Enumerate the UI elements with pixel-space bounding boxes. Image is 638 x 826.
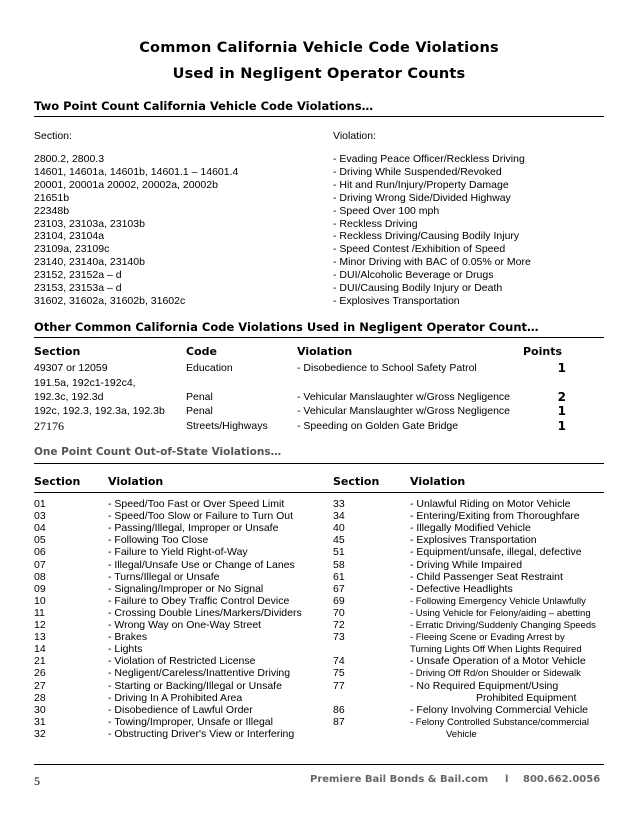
one-point-left-section-cell: 28: [34, 691, 46, 704]
page-title-line-1: Common California Vehicle Code Violations: [139, 40, 499, 56]
one-point-right-violation-cell: Prohibited Equipment: [476, 691, 577, 704]
one-point-right-violation-cell: Vehicle: [446, 728, 477, 740]
other-code-cell: Education: [186, 362, 233, 374]
one-point-left-violation-cell: - Violation of Restricted License: [108, 655, 256, 668]
one-point-left-section-cell: 04: [34, 522, 46, 535]
other-violation-cell: - Vehicular Manslaughter w/Gross Negligence: [297, 391, 511, 403]
one-point-right-section-cell: 75: [333, 667, 345, 680]
one-point-section-header-left: Section: [34, 475, 81, 488]
divider: [34, 337, 604, 338]
page-number: 5: [34, 774, 40, 788]
two-point-violation-cell: - DUI/Causing Bodily Injury or Death: [333, 282, 503, 294]
one-point-left-section-cell: 06: [34, 546, 46, 559]
one-point-left-violation-cell: - Speed/Too Fast or Over Speed Limit: [108, 498, 285, 510]
one-point-right-section-cell: 58: [333, 558, 345, 571]
one-point-left-section-cell: 05: [34, 534, 46, 547]
one-point-left-violation-cell: - Driving In A Prohibited Area: [108, 691, 243, 704]
one-point-right-violation-cell: - Felony Controlled Substance/commercial: [410, 716, 589, 728]
two-point-section-cell: 14601, 14601a, 14601b, 14601.1 – 14601.4: [34, 165, 239, 178]
footer-divider: [34, 764, 604, 765]
one-point-left-violation-cell: - Brakes: [108, 631, 148, 644]
other-points-cell: 1: [557, 419, 566, 433]
one-point-violation-header-left: Violation: [108, 475, 164, 488]
one-point-left-violation-cell: - Wrong Way on One-Way Street: [108, 619, 262, 631]
two-point-violation-cell: - Explosives Transportation: [333, 294, 460, 307]
one-point-right-section-cell: 45: [333, 534, 345, 547]
two-point-section-cell: 20001, 20001a 20002, 20002a, 20002b: [34, 178, 218, 191]
two-point-section-cell: 21651b: [34, 191, 70, 204]
one-point-left-violation-cell: - Negligent/Careless/Inattentive Driving: [108, 667, 291, 680]
two-point-violation-cell: - Reckless Driving: [333, 217, 418, 230]
two-point-violation-cell: - Driving Wrong Side/Divided Highway: [333, 191, 511, 204]
one-point-section-header-right: Section: [333, 475, 380, 488]
other-violations-heading: Other Common California Code Violations Used in Negligent Operator Count…: [34, 320, 539, 334]
footer-phone: 800.662.0056: [523, 774, 601, 785]
one-point-right-violation-cell: - Child Passenger Seat Restraint: [410, 570, 563, 583]
other-code-header: Code: [186, 345, 217, 358]
one-point-left-section-cell: 32: [34, 727, 46, 740]
one-point-right-violation-cell: Turning Lights Off When Lights Required: [410, 644, 582, 656]
two-point-violation-cell: - Reckless Driving/Causing Bodily Injury: [333, 230, 520, 243]
one-point-right-violation-cell: - Illegally Modified Vehicle: [410, 522, 531, 535]
other-violation-cell: - Disobedience to School Safety Patrol: [297, 362, 477, 374]
one-point-left-section-cell: 01: [34, 498, 46, 510]
other-section-cell: 192c, 192.3, 192.3a, 192.3b: [34, 405, 165, 417]
one-point-left-section-cell: 07: [34, 558, 46, 571]
one-point-right-section-cell: 74: [333, 655, 345, 668]
two-point-violation-cell: - Speed Contest /Exhibition of Speed: [333, 243, 506, 256]
other-points-cell: 1: [557, 361, 566, 375]
one-point-right-violation-cell: - Driving While Impaired: [410, 558, 523, 571]
divider: [34, 116, 604, 117]
one-point-right-section-cell: 77: [333, 679, 345, 692]
two-point-heading: Two Point Count California Vehicle Code Violations…: [34, 99, 374, 113]
two-point-section-cell: 2800.2, 2800.3: [34, 153, 105, 165]
one-point-right-section-cell: 69: [333, 594, 345, 607]
one-point-left-section-cell: 09: [34, 582, 46, 595]
one-point-right-violation-cell: - Defective Headlights: [410, 582, 513, 595]
other-code-cell: Penal: [186, 405, 213, 417]
other-section-cell: 27176: [34, 419, 64, 433]
other-violation-cell: - Speeding on Golden Gate Bridge: [297, 420, 459, 432]
one-point-right-section-cell: 33: [333, 498, 345, 510]
other-points-cell: 1: [557, 404, 566, 418]
one-point-right-violation-cell: - Felony Involving Commercial Vehicle: [410, 703, 588, 716]
other-code-cell: Penal: [186, 391, 213, 403]
two-point-section-cell: 31602, 31602a, 31602b, 31602c: [34, 294, 186, 307]
one-point-left-violation-cell: - Signaling/Improper or No Signal: [108, 582, 264, 595]
two-point-section-cell: 23140, 23140a, 23140b: [34, 256, 145, 269]
footer-separator: l: [505, 774, 509, 785]
other-section-cell: 49307 or 12059: [34, 362, 108, 374]
two-point-violation-cell: - Minor Driving with BAC of 0.05% or More: [333, 256, 531, 269]
one-point-left-section-cell: 30: [34, 703, 46, 716]
one-point-right-section-cell: 51: [333, 546, 345, 559]
two-point-violation-cell: - Evading Peace Officer/Reckless Driving: [333, 153, 525, 165]
two-point-section-cell: 23104, 23104a: [34, 230, 105, 243]
section-column-header: Section:: [34, 130, 72, 142]
one-point-left-section-cell: 03: [34, 510, 46, 523]
one-point-right-section-cell: 86: [333, 703, 345, 716]
one-point-left-violation-cell: - Towing/Improper, Unsafe or Illegal: [108, 715, 273, 728]
other-violation-cell: - Vehicular Manslaughter w/Gross Negligence: [297, 405, 511, 417]
two-point-violation-cell: - Driving While Suspended/Revoked: [333, 165, 502, 178]
one-point-right-section-cell: 72: [333, 619, 345, 631]
violation-column-header: Violation:: [333, 130, 377, 142]
divider: [34, 492, 604, 493]
one-point-left-section-cell: 31: [34, 715, 46, 728]
one-point-left-section-cell: 12: [34, 619, 46, 631]
divider: [34, 463, 604, 464]
one-point-right-section-cell: 73: [333, 631, 345, 644]
one-point-right-section-cell: 70: [333, 606, 345, 619]
two-point-section-cell: 23109a, 23109c: [34, 243, 110, 256]
one-point-right-section-cell: 40: [333, 522, 345, 535]
one-point-left-violation-cell: - Disobedience of Lawful Order: [108, 703, 253, 716]
one-point-left-section-cell: 14: [34, 643, 46, 656]
two-point-section-cell: 23152, 23152a – d: [34, 269, 122, 282]
one-point-right-violation-cell: - Unsafe Operation of a Motor Vehicle: [410, 655, 586, 668]
one-point-right-violation-cell: - Fleeing Scene or Evading Arrest by: [410, 632, 565, 644]
two-point-section-cell: 23153, 23153a – d: [34, 282, 122, 294]
one-point-left-violation-cell: - Failure to Yield Right-of-Way: [108, 546, 248, 559]
other-section-header: Section: [34, 345, 81, 358]
one-point-left-section-cell: 10: [34, 594, 46, 607]
other-points-cell: 2: [557, 390, 566, 404]
one-point-left-violation-cell: - Lights: [108, 643, 143, 656]
other-code-cell: Streets/Highways: [186, 420, 268, 432]
one-point-heading: One Point Count Out-of-State Violations…: [34, 446, 282, 458]
one-point-right-violation-cell: - Driving Off Rd/on Shoulder or Sidewalk: [410, 668, 581, 680]
one-point-left-section-cell: 08: [34, 570, 46, 583]
one-point-right-section-cell: 67: [333, 582, 345, 595]
one-point-right-violation-cell: - Entering/Exiting from Thoroughfare: [410, 510, 580, 523]
one-point-right-section-cell: 87: [333, 715, 345, 728]
one-point-right-violation-cell: - Equipment/unsafe, illegal, defective: [410, 546, 582, 559]
one-point-right-violation-cell: - Explosives Transportation: [410, 534, 537, 547]
other-points-header: Points: [523, 345, 563, 358]
one-point-right-violation-cell: - Erratic Driving/Suddenly Changing Speeds: [410, 620, 596, 631]
one-point-right-section-cell: 61: [333, 570, 345, 583]
footer-company: Premiere Bail Bonds & Bail.com: [310, 774, 489, 785]
one-point-left-section-cell: 26: [34, 667, 46, 680]
one-point-left-violation-cell: - Crossing Double Lines/Markers/Dividers: [108, 606, 302, 619]
page-title-line-2: Used in Negligent Operator Counts: [172, 66, 466, 82]
two-point-violation-cell: - Hit and Run/Injury/Property Damage: [333, 178, 509, 191]
two-point-section-cell: 22348b: [34, 204, 70, 217]
one-point-right-violation-cell: - Unlawful Riding on Motor Vehicle: [410, 498, 571, 510]
other-violation-header: Violation: [297, 345, 353, 358]
two-point-section-cell: 23103, 23103a, 23103b: [34, 217, 145, 230]
other-section-cell: 191.5a, 192c1-192c4,: [34, 377, 136, 389]
one-point-left-violation-cell: - Turns/Illegal or Unsafe: [108, 570, 220, 583]
one-point-left-violation-cell: - Starting or Backing/Illegal or Unsafe: [108, 679, 282, 692]
one-point-left-section-cell: 27: [34, 679, 46, 692]
one-point-right-violation-cell: - Following Emergency Vehicle Unlawfully: [410, 595, 586, 607]
one-point-right-violation-cell: - Using Vehicle for Felony/aiding – abetting: [410, 607, 591, 619]
one-point-violation-header-right: Violation: [410, 475, 466, 488]
one-point-left-violation-cell: - Following Too Close: [108, 534, 209, 547]
one-point-left-violation-cell: - Failure to Obey Traffic Control Device: [108, 594, 290, 607]
one-point-left-violation-cell: - Speed/Too Slow or Failure to Turn Out: [108, 510, 294, 523]
other-section-cell: 192.3c, 192.3d: [34, 391, 104, 403]
one-point-left-section-cell: 21: [34, 655, 46, 668]
one-point-left-section-cell: 13: [34, 631, 46, 644]
one-point-left-section-cell: 11: [34, 606, 45, 619]
two-point-violation-cell: - DUI/Alcoholic Beverage or Drugs: [333, 269, 494, 282]
two-point-violation-cell: - Speed Over 100 mph: [333, 204, 440, 217]
one-point-right-violation-cell: - No Required Equipment/Using: [410, 679, 559, 692]
one-point-left-violation-cell: - Obstructing Driver's View or Interfering: [108, 727, 295, 740]
one-point-left-violation-cell: - Passing/Illegal, Improper or Unsafe: [108, 522, 279, 535]
one-point-right-section-cell: 34: [333, 510, 345, 523]
one-point-left-violation-cell: - Illegal/Unsafe Use or Change of Lanes: [108, 558, 295, 571]
